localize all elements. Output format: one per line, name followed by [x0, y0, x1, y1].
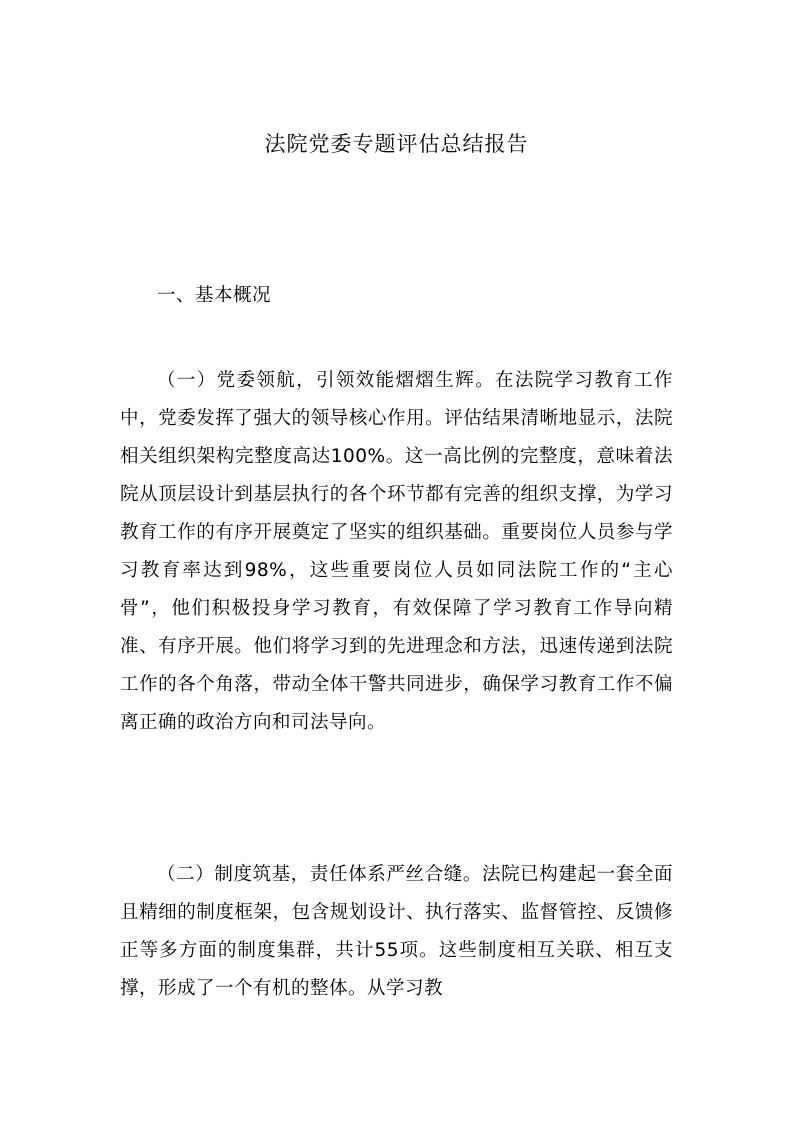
- paragraph-container: [120, 856, 673, 1008]
- section-heading: 一、基本概况: [157, 285, 272, 306]
- document-title: 法院党委专题评估总结报告: [264, 132, 529, 156]
- paragraph-container: [120, 362, 673, 742]
- paragraph-1: （一）党委领航，引领效能熠熠生辉。在法院学习教育工作中，党委发挥了强大的领导核心作用。评估结果清晰地显示，法院相关组织架构完整度高达100%。这一高比例的完整度，意味着法院从顶层设计到基层执行的各个环节都有完善的组织支撑，为学习教育工作的有序开展奠定了坚实的组织基础。重要岗位人员参与学习教育率达到98%，这些重要岗位人员如同法院工作的“主心骨”，他们积极投身学习教育，有效保障了学习教育工作导向精准、有序开展。他们将学习到的先进理念和方法，迅速传递到法院工作的各个角落，带动全体干警共同进步，确保学习教育工作不偏离正确的政治方向和司法导向。: [120, 370, 673, 733]
- paragraph-2: （二）制度筑基，责任体系严丝合缝。法院已构建起一套全面且精细的制度框架，包含规划设计、执行落实、监督管控、反馈修正等多方面的制度集群，共计55项。这些制度相互关联、相互支撑，形成了一个有机的整体。从学习教: [120, 864, 673, 999]
